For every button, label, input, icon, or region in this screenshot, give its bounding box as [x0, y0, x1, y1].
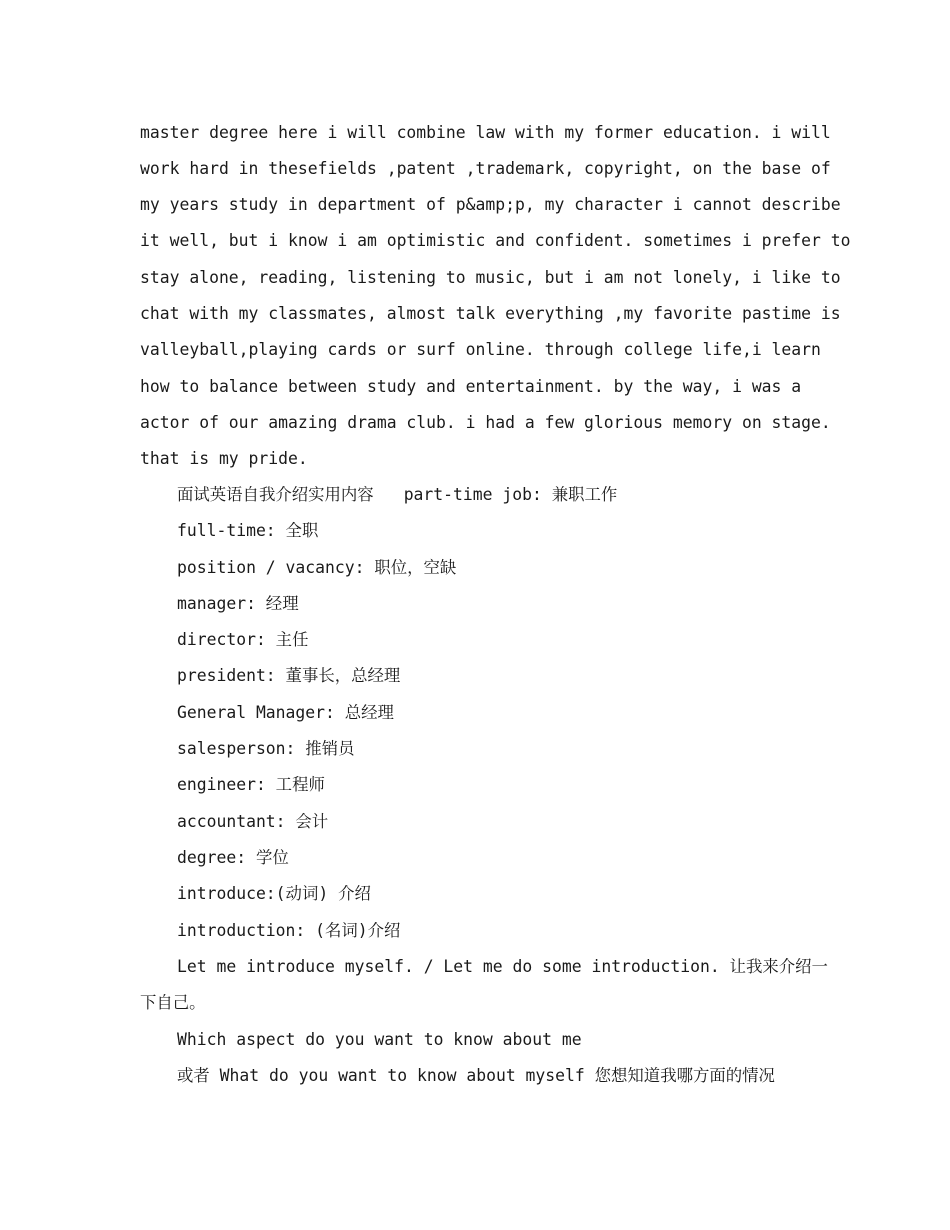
vocab-term: General Manager: 总经理: [177, 703, 394, 722]
vocab-term: accountant: 会计: [177, 812, 329, 831]
vocab-term: introduce:(动词) 介绍: [177, 884, 371, 903]
vocab-term: manager: 经理: [177, 594, 299, 613]
vocab-term: salesperson: 推销员: [177, 739, 355, 758]
paragraph-line: my years study in department of p&amp;p, my character i cannot describe: [140, 195, 841, 214]
phrase-aspect: Which aspect do you want to know about me: [177, 1030, 582, 1049]
paragraph-line: master degree here i will combine law with my former education. i will: [140, 123, 831, 142]
paragraph-line: how to balance between study and entertainment. by the way, i was a: [140, 377, 802, 396]
phrase-what-know: 或者 What do you want to know about myself 您想知道我哪方面的情况: [177, 1066, 775, 1085]
vocab-term: full-time: 全职: [177, 521, 319, 540]
paragraph-line: chat with my classmates, almost talk everything ,my favorite pastime is: [140, 304, 841, 323]
vocab-term: degree: 学位: [177, 848, 289, 867]
phrase-introduce-continued: 下自己。: [140, 993, 206, 1012]
vocab-term: introduction: (名词)介绍: [177, 921, 401, 940]
section-heading-line: [177, 485, 867, 505]
paragraph-line: work hard in thesefields ,patent ,trademark, copyright, on the base of: [140, 159, 831, 178]
paragraph-line: valleyball,playing cards or surf online. through college life,i learn: [140, 340, 821, 359]
vocab-term: director: 主任: [177, 630, 309, 649]
paragraph-line: it well, but i know i am optimistic and confident. sometimes i prefer to: [140, 231, 851, 250]
vocab-term: engineer: 工程师: [177, 775, 325, 794]
phrase-introduce: Let me introduce myself. / Let me do some introduction. 让我来介绍一: [177, 957, 828, 976]
paragraph-line: stay alone, reading, listening to music, but i am not lonely, i like to: [140, 268, 841, 287]
vocab-term: position / vacancy: 职位，空缺: [177, 558, 457, 577]
paragraph-line: that is my pride.: [140, 449, 308, 468]
vocab-term: part-time job: 兼职工作: [403, 485, 618, 504]
paragraph-line: actor of our amazing drama club. i had a few glorious memory on stage.: [140, 413, 831, 432]
section-heading: 面试英语自我介绍实用内容: [177, 485, 374, 504]
vocab-term: president: 董事长，总经理: [177, 666, 401, 685]
